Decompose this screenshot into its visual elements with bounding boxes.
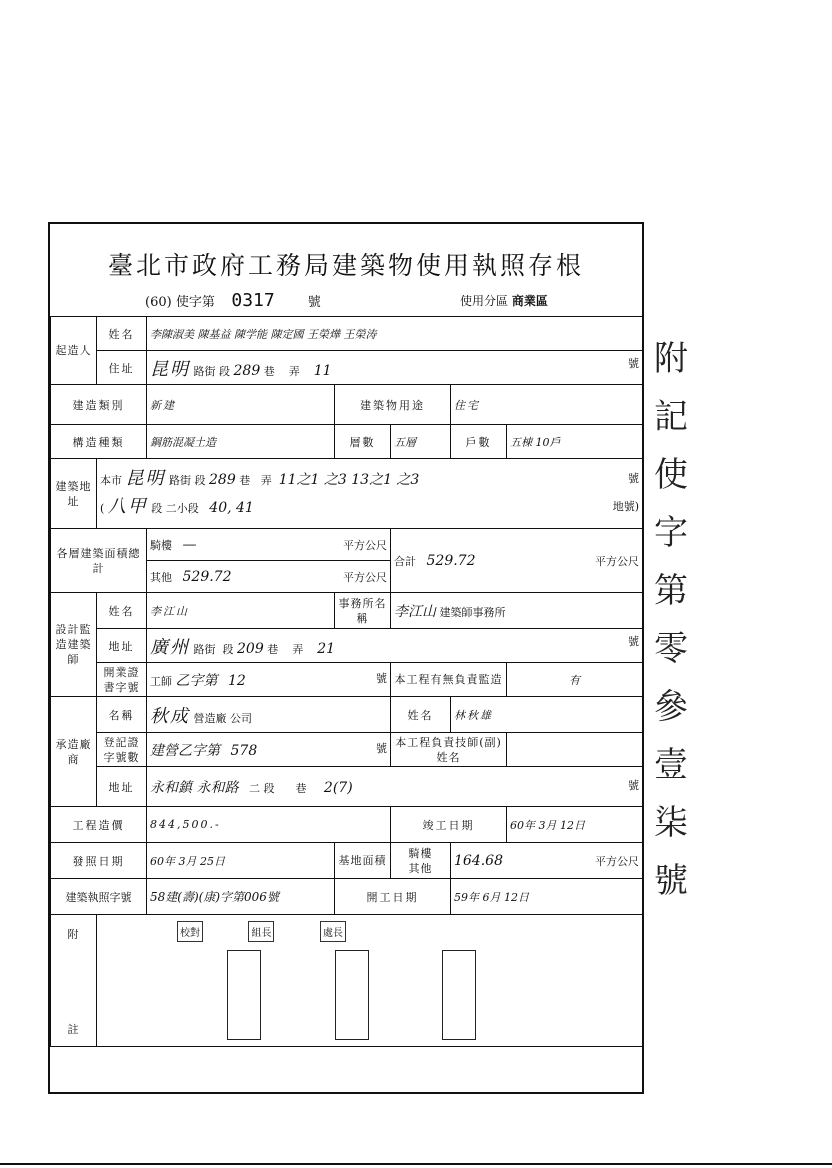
other-value: 529.72: [182, 568, 232, 585]
zone-line: [460, 292, 548, 309]
official-stamps: [177, 950, 602, 1043]
notes-row: [51, 915, 643, 1047]
road-label: 路街: [193, 364, 216, 378]
build-permit-value: 58建(壽)(康)字第006號: [147, 879, 335, 915]
start-value: 59年 6月 12日: [451, 879, 643, 915]
floors-value: 五層: [391, 425, 451, 459]
applicant-label: 起造人: [51, 317, 97, 385]
arcade-value: —: [182, 536, 197, 553]
number-label: 號: [628, 356, 640, 370]
units-value: 五棟 10戶: [507, 425, 643, 459]
contractor-label: 承造廠商: [51, 697, 97, 807]
contractor-name-cell: [147, 697, 391, 733]
total-label: 合計: [394, 554, 416, 568]
stamp-seal: [335, 950, 369, 1040]
site-lane-label: 巷: [239, 473, 251, 487]
other-unit: 平方公尺: [343, 570, 387, 584]
site-street: 昆明: [125, 467, 166, 489]
area-label: 各層建築面積總計: [51, 529, 147, 593]
contractor-type: 營造廠 公司: [193, 711, 252, 725]
contractor-address: [147, 767, 643, 807]
base-sub-labels: [391, 843, 451, 879]
contractor-person-label: 姓名: [391, 697, 451, 733]
designer-duan-label: 段: [222, 642, 234, 656]
structure-value: 鋼筋混凝土造: [147, 425, 335, 459]
designer-reg: [147, 663, 391, 697]
contractor-address-row: [51, 767, 643, 807]
signatures: [97, 915, 643, 1047]
site-lots: 40, 41: [209, 499, 254, 516]
completion-label: 竣工日期: [391, 807, 507, 843]
permit-prefix: 使字第: [175, 295, 215, 310]
other-label: 其他: [150, 570, 172, 584]
arcade-unit: 平方公尺: [343, 538, 387, 552]
structure-label: 構造種類: [51, 425, 147, 459]
issue-row: [51, 843, 643, 879]
applicant-street: 昆明: [150, 358, 190, 380]
designer-addr-label: 地址: [97, 629, 147, 663]
duan-label: 段: [219, 364, 230, 378]
office-label: 事務所名稱: [335, 593, 391, 629]
contractor-reg-row: [51, 733, 643, 767]
contractor-number: 2(7): [323, 779, 353, 796]
applicant-address-row: [51, 351, 643, 385]
site-road-label: 路街: [169, 473, 191, 487]
structure-row: [51, 425, 643, 459]
office-cell: [391, 593, 643, 629]
arcade-label: 騎樓: [150, 538, 172, 552]
notes-label-cell: [51, 915, 97, 1047]
cost-value: 844,500.-: [147, 807, 391, 843]
designer-number: 21: [317, 640, 336, 657]
base-other-label: 其他: [408, 861, 433, 875]
designer-address: [147, 629, 643, 663]
supervise-value: 有: [507, 663, 643, 697]
applicant-lane: 289: [233, 362, 261, 379]
contractor-name: 秋成: [150, 705, 190, 727]
build-permit-label: 建築執照字號: [51, 879, 147, 915]
designer-name: 李江山: [147, 593, 335, 629]
designer-address-row: [51, 629, 643, 663]
designer-alley-label: 弄: [292, 642, 304, 656]
site-alley-label: 弄: [260, 473, 272, 487]
notes-label-bottom: 註: [67, 1023, 80, 1036]
designer-reg-mid: 乙字第: [175, 672, 218, 689]
applicant-name-row: [51, 317, 643, 351]
contractor-reg-no: 578: [230, 742, 258, 759]
designer-reg-prefix: 工師: [150, 674, 172, 688]
contractor-addr-label: 地址: [97, 767, 147, 807]
base-label: 基地面積: [335, 843, 391, 879]
designer-reg-label: 開業證書字號: [97, 663, 147, 697]
contractor-reg-prefix: 建營乙字第: [150, 742, 220, 759]
site-numbers: 11之1 之3 13之1 之3: [278, 471, 420, 488]
cost-row: [51, 807, 643, 843]
designer-street: 廣州: [150, 636, 190, 658]
category-row: [51, 385, 643, 425]
base-arcade-label: 騎樓: [408, 846, 433, 860]
units-label: 戶數: [451, 425, 507, 459]
scan-edge-line: [0, 1163, 832, 1165]
zone-value: 商業區: [511, 294, 548, 308]
contractor-reg: [147, 733, 391, 767]
chief-label: 組長: [248, 921, 274, 942]
build-permit-row: [51, 879, 643, 915]
arcade-cell: [147, 529, 391, 561]
area-arcade-row: [51, 529, 643, 561]
tech-value: [507, 733, 643, 767]
name-label: 姓名: [97, 317, 147, 351]
permit-number-line: [145, 290, 321, 311]
contractor-reg-suffix: 號: [376, 741, 387, 755]
designer-label: 設計監造建築師: [51, 593, 97, 697]
site-city: 本市: [100, 473, 122, 487]
designer-reg-row: [51, 663, 643, 697]
base-unit: 平方公尺: [595, 854, 640, 868]
document-title: 臺北市政府工務局建築物使用執照存根: [107, 251, 584, 280]
permit-suffix: 號: [307, 295, 321, 310]
site-row: [51, 459, 643, 529]
site-lane: 289: [209, 471, 236, 488]
zone-label: 使用分區: [460, 294, 509, 308]
base-value-cell: [451, 843, 643, 879]
site-address: 本市 昆明 路街 段 289 巷 弄 11之1 之3 13之1 之3 號 ( 八甲 段 二小段 40, 41 地號): [97, 459, 643, 529]
permit-number: 0317: [231, 290, 275, 311]
contractor-number-label: 號: [628, 778, 640, 792]
tech-label: 本工程負責技師(副)姓名: [391, 733, 507, 767]
applicant-address: [147, 351, 643, 385]
other-cell: [147, 561, 391, 593]
contractor-addr: 永和鎮 永和路: [150, 779, 239, 796]
lane-label: 巷: [263, 364, 275, 378]
contractor-name-label: 名稱: [97, 697, 147, 733]
contractor-lane-label: 巷: [295, 781, 307, 795]
applicant-number: 11: [313, 362, 332, 379]
supervise-label: 本工程有無負責監造: [391, 663, 507, 697]
contractor-duan-label: 段: [263, 781, 275, 795]
contractor-person: 林秋雄: [451, 697, 643, 733]
use-value: 住宅: [451, 385, 643, 425]
category-label: 建造類別: [51, 385, 147, 425]
alley-label: 弄: [288, 364, 300, 378]
total-cell: [391, 529, 643, 593]
site-land-duan: 段: [151, 501, 163, 515]
stamp-seal: [442, 950, 476, 1040]
designer-reg-suffix: 號: [376, 671, 387, 685]
contractor-name-row: [51, 697, 643, 733]
category-value: 新建: [147, 385, 335, 425]
margin-annotation: 附 記 使 字 第 零 參 壹 柒 號: [654, 339, 688, 901]
site-land: 八甲: [107, 495, 148, 517]
designer-lane-label: 巷: [267, 642, 279, 656]
designer-number-label: 號: [628, 634, 640, 648]
designer-reg-no: 12: [228, 672, 246, 689]
floors-label: 層數: [335, 425, 391, 459]
contractor-duan-no: 二: [248, 781, 260, 795]
site-number-label: 號: [628, 471, 640, 485]
contractor-reg-label: 登記證字號數: [97, 733, 147, 767]
cost-label: 工程造價: [51, 807, 147, 843]
completion-value: 60年 3月 12日: [507, 807, 643, 843]
designer-name-label: 姓名: [97, 593, 147, 629]
director-label: 處長: [320, 921, 346, 942]
permit-year: (60): [145, 295, 172, 310]
issue-value: 60年 3月 25日: [147, 843, 335, 879]
site-land-no-label: 地號): [612, 499, 640, 513]
permit-document: [48, 222, 644, 1094]
total-unit: 平方公尺: [595, 554, 640, 568]
address-label: 住址: [97, 351, 147, 385]
permit-table: [50, 316, 643, 1047]
office-name: 李江山: [394, 603, 436, 620]
use-label: 建築物用途: [335, 385, 451, 425]
designer-name-row: [51, 593, 643, 629]
notes-label-top: 附: [67, 928, 80, 941]
designer-road-label: 路街: [193, 642, 216, 656]
applicant-names: 李陳淑美 陳基益 陳学能 陳定國 王榮燁 王榮涛: [147, 317, 643, 351]
issue-label: 發照日期: [51, 843, 147, 879]
site-duan-label: 段: [194, 473, 206, 487]
designer-lane: 209: [237, 640, 264, 657]
stamp-seal: [227, 950, 261, 1040]
site-label: 建築地址: [51, 459, 97, 529]
checker-label: 校對: [177, 921, 203, 942]
base-value: 164.68: [454, 852, 503, 869]
start-label: 開工日期: [335, 879, 451, 915]
office-suffix: 建築師事務所: [439, 605, 506, 619]
site-small-duan: 二小段: [165, 501, 199, 515]
total-value: 529.72: [426, 552, 476, 569]
